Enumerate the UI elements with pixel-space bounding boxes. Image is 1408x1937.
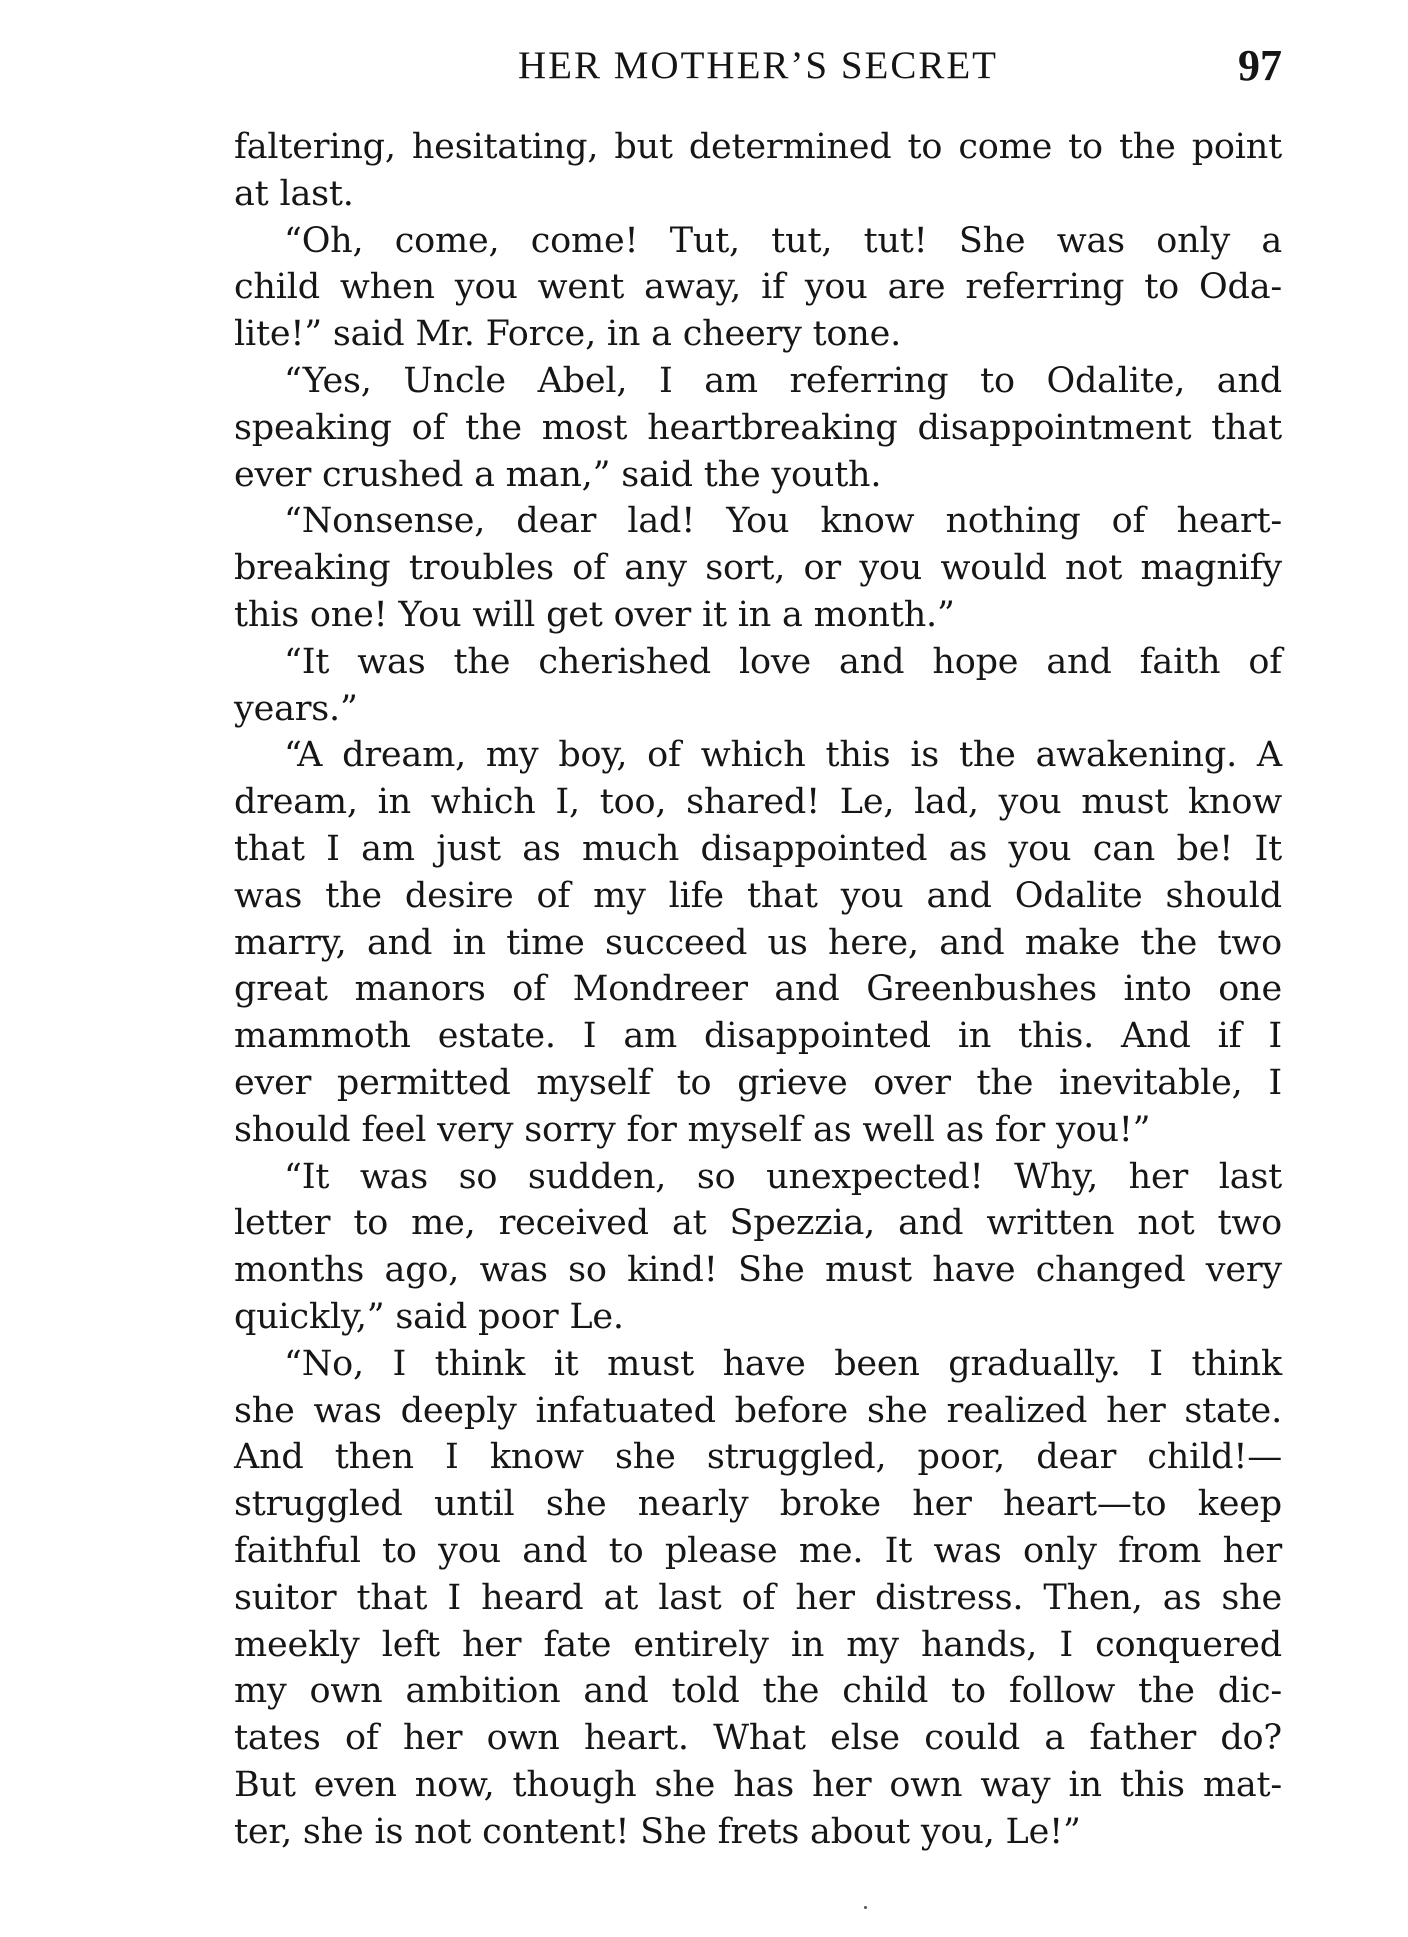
text-line: “Oh, come, come! Tut, tut, tut! She was only a [284,220,1282,261]
text-line: my own ambition and told the child to follow the dic- [234,1671,1282,1712]
text-line: speaking of the most heartbreaking disappointment that [234,407,1282,448]
text-line: faltering, hesitating, but determined to come to the point [234,127,1282,167]
text-line: quickly,” said poor Le. [234,1296,624,1337]
text-line: lite!” said Mr. Force, in a cheery tone. [234,314,902,355]
text-line: ever permitted myself to grieve over the inevitable, I [234,1062,1282,1103]
text-line: years.” [234,688,358,729]
text-line: mammoth estate. I am disappointed in this. And if I [234,1016,1282,1057]
text-line: ever crushed a man,” said the youth. [234,454,882,495]
page-number: 97 [1238,41,1282,90]
text-line: breaking troubles of any sort, or you would not magnify [234,548,1282,589]
text-line: months ago, was so kind! She must have changed very [234,1250,1282,1291]
text-line: child when you went away, if you are referring to Oda- [234,267,1282,308]
text-line: meekly left her fate entirely in my hands, I conquered [234,1624,1282,1665]
text-line: was the desire of my life that you and Odalite should [234,875,1282,916]
text-line: But even now, though she has her own way in this mat- [234,1764,1282,1805]
text-line: marry, and in time succeed us here, and make the two [234,922,1282,963]
text-line: this one! You will get over it in a month.” [234,594,955,635]
text-line: “Yes, Uncle Abel, I am referring to Odalite, and [284,360,1282,401]
text-line: struggled until she nearly broke her heart—to keep [234,1484,1282,1525]
text-line: that I am just as much disappointed as you can be! It [234,828,1282,869]
text-line: at last. [234,173,354,214]
text-line: dream, in which I, too, shared! Le, lad, you must know [234,782,1282,823]
text-line: tates of her own heart. What else could a father do? [234,1718,1282,1759]
text-line: “Nonsense, dear lad! You know nothing of heart- [284,501,1282,542]
text-line: great manors of Mondreer and Greenbushes into one [234,969,1282,1010]
text-line: ter, she is not content! She frets about you, Le!” [234,1811,1081,1852]
page-header [234,38,1282,94]
text-line: “It was the cherished love and hope and faith of [284,641,1282,682]
body-text [234,124,1282,1855]
text-line: faithful to you and to please me. It was only from her [234,1530,1282,1571]
text-line: “No, I think it must have been gradually. I think [284,1343,1282,1384]
text-line: suitor that I heard at last of her distress. Then, as she [234,1577,1282,1618]
text-line: letter to me, received at Spezzia, and written not two [234,1203,1282,1244]
running-title: HER MOTHER’S SECRET [517,44,999,87]
text-line: And then I know she struggled, poor, dear child!— [234,1437,1282,1478]
text-line: she was deeply infatuated before she realized her state. [234,1390,1282,1431]
paper-speck [864,1906,867,1909]
text-line: should feel very sorry for myself as well as for you!” [234,1109,1151,1150]
text-line: “A dream, my boy, of which this is the awakening. A [284,735,1282,776]
text-line: “It was so sudden, so unexpected! Why, her last [284,1156,1282,1197]
